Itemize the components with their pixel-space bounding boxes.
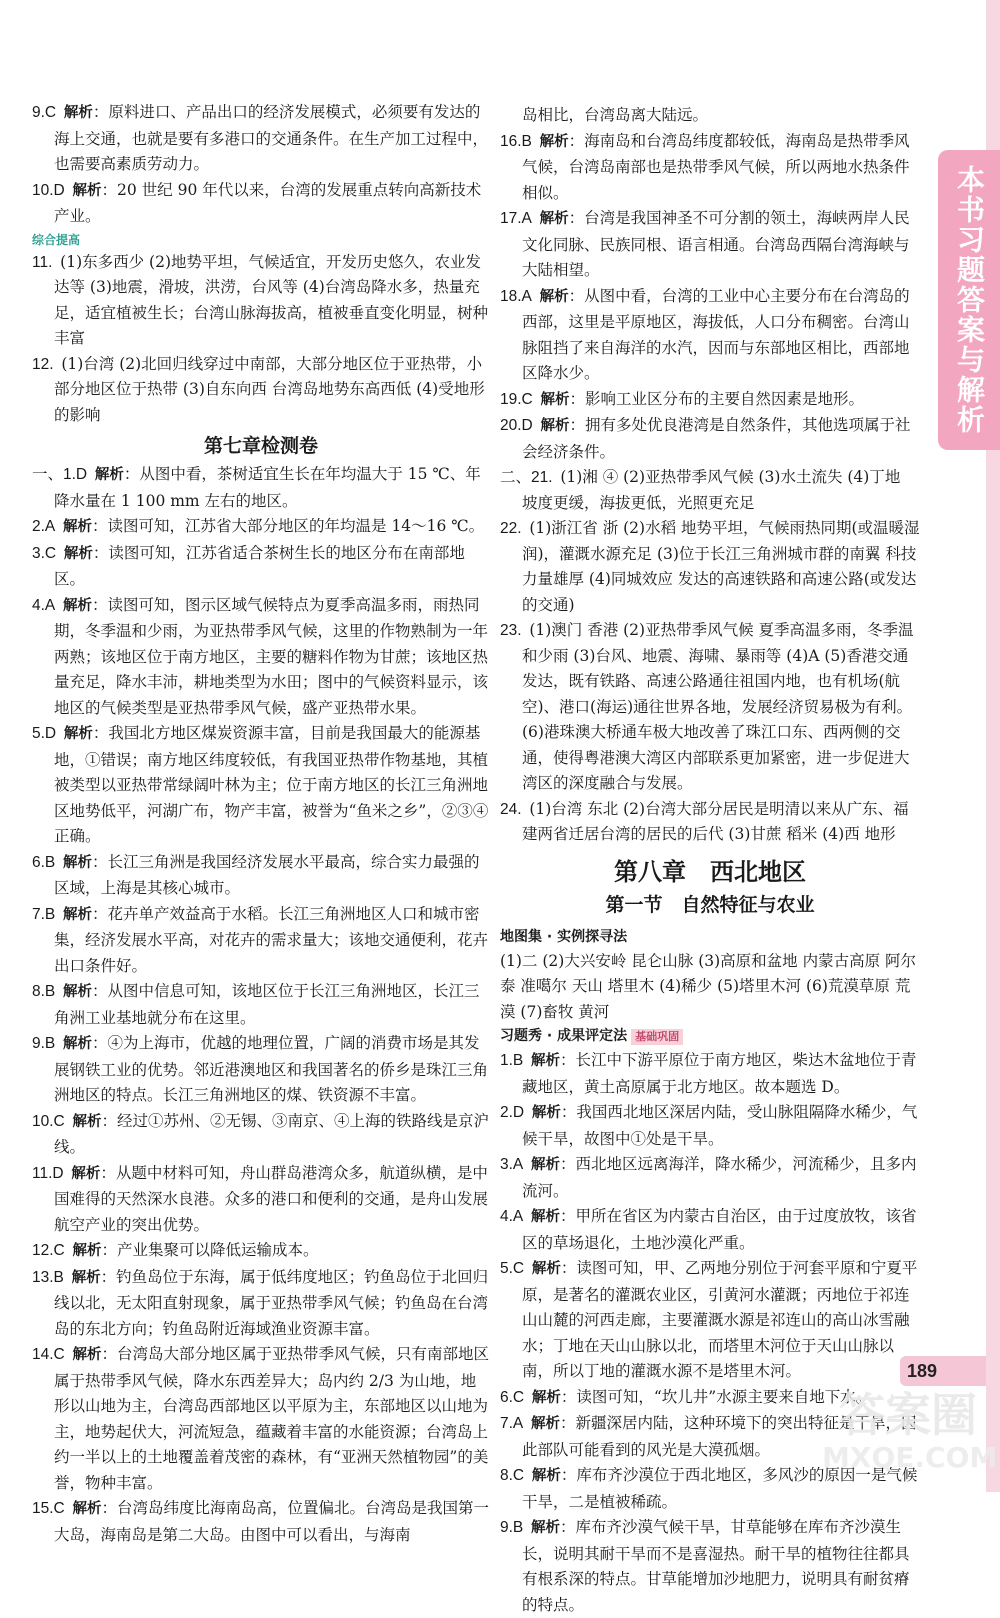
answer-text: ：西北地区远离海洋，降水稀少，河流稀少，且多内流河。 <box>522 1155 917 1200</box>
answer-item <box>500 516 920 618</box>
watermark-url: MXQE.COM <box>822 1441 998 1474</box>
analysis-label: 解析 <box>63 597 93 614</box>
answer-item <box>32 514 490 541</box>
answer-text: ：20 世纪 90 年代以来，台湾的发展重点转向高新技术产业。 <box>54 180 482 225</box>
left-items-b <box>32 250 490 429</box>
answer-text: ：库布齐沙漠位于西北地区，多风沙的原因一是气候干旱，二是植被稀疏。 <box>522 1466 918 1511</box>
answer-text: ：从图中信息可知，该地区位于长江三角洲地区，长江三角洲工业基地就分布在这里。 <box>54 982 480 1027</box>
answer-item <box>32 1238 490 1265</box>
answer-text: ：影响工业区分布的主要自然因素是地形。 <box>569 389 865 408</box>
answer-text: ：读图可知，江苏省适合茶树生长的地区分布在南部地区。 <box>54 543 465 588</box>
answer-text: ：台湾岛大部分地区属于亚热带季风气候，只有南部地区属于热带季风气候，降水东西差异大；岛内约 2/3 为山地，地形以山地为主，台湾岛西部地区以平原为主，东部地区以山地为主，地势起伏大，河流短急，蕴藏着丰富的水能资源；台湾岛上约一半以上的土地覆盖着茂密的森林，有“亚洲天然植物园”的美誉，物种丰富。 <box>54 1345 490 1492</box>
answer-item <box>500 1204 920 1256</box>
analysis-label: 解析 <box>540 391 570 408</box>
answer-number: 5.D <box>32 725 57 742</box>
answer-item <box>32 979 490 1031</box>
answer-item <box>32 850 490 902</box>
analysis-label: 解析 <box>63 545 93 562</box>
answer-text: (1)台湾 (2)北回归线穿过中南部，大部分地区位于亚热带，小部分地区位于热带 (3)自东向西 台湾岛地势东高西低 (4)受地形的影响 <box>54 354 485 424</box>
analysis-label: 解析 <box>63 906 93 923</box>
analysis-label: 解析 <box>531 1209 561 1225</box>
analysis-label: 解析 <box>71 1165 101 1182</box>
answer-text: ：钓鱼岛位于东海，属于低纬度地区；钓鱼岛位于北回归线以北，无太阳直射现象，属于亚热带季风气候；钓鱼岛在台湾岛的东北方向；钓鱼岛附近海域渔业资源丰富。 <box>54 1267 489 1338</box>
side-tab-label: 本书习题答案与解析 <box>953 165 986 435</box>
answer-text: ：台湾岛纬度比海南岛高，位置偏北。台湾岛是我国第一大岛，海南岛是第二大岛。由图中可以看出，与海南 <box>54 1499 490 1544</box>
analysis-label: 解析 <box>540 418 570 434</box>
analysis-label: 解析 <box>531 1389 561 1406</box>
analysis-label: 解析 <box>72 1243 102 1259</box>
answer-number: 22. <box>500 520 522 537</box>
answer-number: 2.A <box>32 518 56 535</box>
analysis-label: 解析 <box>72 1347 102 1363</box>
answer-number: 9.B <box>500 1519 524 1536</box>
answer-text: ：我国北方地区煤炭资源丰富，目前是我国最大的能源基地，①错误；南方地区纬度较低，有我国亚热带作物基地，其植被类型以亚热带常绿阔叶林为主；位于南方地区的长江三角洲地区地势低平，河湖广布，物产丰富，被誉为“鱼米之乡”，②③④正确。 <box>54 724 489 845</box>
analysis-label: 解析 <box>531 1157 561 1173</box>
answer-number: 9.C <box>32 104 57 121</box>
answer-number: 1.B <box>500 1052 524 1069</box>
answer-number: 11.D <box>32 1164 64 1182</box>
answer-number: 12.C <box>32 1242 65 1259</box>
answer-text: ：④为上海市，优越的地理位置，广阔的消费市场是其发展钢铁工业的优势。邻近港澳地区和我国著名的侨乡是珠江三角洲地区的特点。长江三角洲地区的煤、铁资源不丰富。 <box>54 1034 489 1104</box>
analysis-label: 解析 <box>531 1468 561 1484</box>
answer-text: ：经过①苏州、②无锡、③南京、④上海的铁路线是京沪线。 <box>54 1111 490 1156</box>
analysis-label: 解析 <box>531 1261 561 1277</box>
analysis-label: 解析 <box>63 519 93 535</box>
answer-item <box>32 1109 490 1161</box>
analysis-label: 解析 <box>63 726 93 742</box>
exercise-heading <box>500 1025 920 1048</box>
answer-text: ：读图可知，甲、乙两地分别位于河套平原和宁夏平原，是著名的灌溉农业区，引黄河水灌溉；丙地位于祁连山山麓的河西走廊，主要灌溉水源是祁连山的高山冰雪融水；丁地在天山山脉以北，而塔里木河位于天山山脉以南，所以丁地的灌溉水源不是塔里木河。 <box>522 1259 918 1380</box>
answer-text: ：我国西北地区深居内陆，受山脉阻隔降水稀少，气候干旱，故图中①处是干旱。 <box>522 1103 918 1148</box>
left-column <box>32 100 490 1548</box>
answer-number: 4.A <box>32 596 56 614</box>
right-items-c <box>500 1048 920 1618</box>
comprehensive-heading: 综合提高 <box>32 232 81 247</box>
answer-number: 10.C <box>32 1112 65 1130</box>
analysis-label: 解析 <box>539 133 569 150</box>
answer-item <box>500 1152 920 1204</box>
answer-number: 3.C <box>32 544 57 562</box>
answer-item <box>32 1496 490 1548</box>
answer-item <box>32 1265 490 1343</box>
answer-text: ：从题中材料可知，舟山群岛港湾众多，航道纵横，是中国难得的天然深水良港。众多的港口和便利的交通，是舟山发展航空产业的突出优势。 <box>54 1163 489 1234</box>
chapter7-title: 第七章检测卷 <box>203 435 318 457</box>
page-number: 189 <box>906 1361 938 1381</box>
answer-text: (1)台湾 东北 (2)台湾大部分居民是明清以来从广东、福建两省迁居台湾的居民的后代 (3)甘蔗 稻米 (4)西 地形 <box>522 799 909 843</box>
answer-number: 8.C <box>500 1467 525 1484</box>
answer-item <box>32 1161 490 1239</box>
answer-text: ：甲所在省区为内蒙古自治区，由于过度放牧，该省区的草场退化，土地沙漠化严重。 <box>522 1207 917 1252</box>
answer-item <box>500 387 920 414</box>
exercise-tag: 基础巩固 <box>631 1029 683 1045</box>
answer-item <box>500 1256 920 1385</box>
section1-title: 第一节 自然特征与农业 <box>605 893 815 916</box>
answer-item <box>500 1515 920 1618</box>
answer-item <box>32 1031 490 1109</box>
answer-item <box>500 1048 920 1100</box>
exercise-heading-label: 习题秀 · 成果评定法 <box>500 1028 628 1044</box>
answer-text: ：读图可知，图示区域气候特点为夏季高温多雨，雨热同期，冬季温和少雨，为亚热带季风气候，这里的作物熟制为一年两熟；该地区位于南方地区，主要的糖料作物为甘蔗；该地区热量充足，降水丰沛，耕地类型为水田；图中的气候资料显示，该地区的气候类型是亚热带季风气候，盛产亚热带水果。 <box>54 595 489 717</box>
right-items-b <box>500 465 920 848</box>
answer-text: ：从图中看，茶树适宜生长在年均温大于 15 ℃、年降水量在 1 100 mm 左右的地区。 <box>54 465 481 510</box>
analysis-label: 解析 <box>63 854 93 871</box>
answer-number: 7.B <box>32 905 56 923</box>
answer-item <box>500 1100 920 1152</box>
answer-item <box>32 1342 490 1496</box>
answer-text: ：产业集聚可以降低运输成本。 <box>101 1241 319 1259</box>
atlas-text: (1)二 (2)大兴安岭 昆仑山脉 (3)高原和盆地 内蒙古高原 阿尔泰 准噶尔 天山 塔里木 (4)稀少 (5)塔里木河 (6)荒漠草原 荒漠 (7)畜牧 黄河 <box>500 951 917 1021</box>
answer-item <box>500 129 920 207</box>
answer-number: 14.C <box>32 1346 65 1363</box>
answer-text: ：花卉单产效益高于水稻。长江三角洲地区人口和城市密集，经济发展水平高，对花卉的需求量大；该地交通便利，花卉出口条件好。 <box>54 904 489 975</box>
answer-number: 11. <box>32 253 53 271</box>
answer-number: 18.A <box>500 287 532 305</box>
answer-item <box>500 206 920 284</box>
analysis-label: 解析 <box>531 1416 561 1432</box>
answer-item <box>500 413 920 465</box>
answer-number: 6.C <box>500 1388 525 1406</box>
analysis-label: 解析 <box>539 211 569 227</box>
answer-text: ：原料进口、产品出口的经济发展模式，必须要有发达的海上交通，也就是要有多港口的交通条件。在生产加工过程中，也需要高素质劳动力。 <box>54 103 489 173</box>
answer-number: 15.C <box>32 1500 65 1517</box>
answer-item <box>32 541 490 593</box>
answer-number: 17.A <box>500 210 532 227</box>
answer-text: ：读图可知，江苏省大部分地区的年均温是 14～16 ℃。 <box>92 517 485 535</box>
answer-text: ：长江中下游平原位于南方地区，柴达木盆地位于青藏地区，黄土高原属于北方地区。故本题选 D。 <box>522 1051 917 1096</box>
analysis-label: 解析 <box>531 1053 561 1069</box>
side-tab <box>938 150 1000 450</box>
answer-text: ：海南岛和台湾岛纬度都较低，海南岛是热带季风气候，台湾岛南部也是热带季风气候，所以两地水热条件相似。 <box>522 131 910 202</box>
continuation-text: 岛相比，台湾岛离大陆远。 <box>522 106 709 124</box>
answer-item <box>32 462 490 514</box>
answer-text: ：拥有多处优良港湾是自然条件，其他选项属于社会经济条件。 <box>522 416 911 461</box>
answer-item <box>500 618 920 797</box>
analysis-label: 解析 <box>63 105 93 121</box>
answer-number: 2.D <box>500 1104 525 1121</box>
analysis-label: 解析 <box>72 182 102 199</box>
analysis-label: 解析 <box>539 288 569 305</box>
analysis-label: 解析 <box>72 1113 102 1130</box>
answer-number: 23. <box>500 622 522 639</box>
answer-text: ：库布齐沙漠气候干旱，甘草能够在库布齐沙漠生长，说明其耐干旱而不是喜湿热。耐干旱的植物往往都具有根系深的特点。甘草能增加沙地肥力，说明具有耐贫瘠的特点。 <box>522 1518 910 1614</box>
answer-item <box>32 178 490 230</box>
answer-item <box>500 284 920 387</box>
analysis-label: 解析 <box>72 1501 102 1517</box>
answer-item <box>32 721 490 850</box>
chapter8-title: 第八章 西北地区 <box>614 857 806 886</box>
analysis-label: 解析 <box>531 1105 561 1121</box>
answer-item <box>32 100 490 178</box>
answer-number: 6.B <box>32 853 56 871</box>
answer-number: 8.B <box>32 983 56 1000</box>
answer-item <box>500 797 920 848</box>
analysis-label: 解析 <box>63 984 93 1000</box>
answer-text: (1)东多西少 (2)地势平坦，气候适宜，开发历史悠久，农业发达等 (3)地震，滑坡，洪涝，台风等 (4)台湾岛降水多，热量充足，适宜植被生长；台湾山脉海拔高，植被垂直变化明显，树种丰富 <box>54 252 489 347</box>
answer-item <box>32 352 490 429</box>
left-items-a <box>32 100 490 230</box>
answer-number: 24. <box>500 800 522 818</box>
watermark-logo <box>822 1388 998 1486</box>
answer-number: 一、1.D <box>32 466 88 483</box>
answer-text: ：从图中看，台湾的工业中心主要分布在台湾岛的西部，这里是平原地区，海拔低，人口分布稠密。台湾山脉阻挡了来自海洋的水汽，因而与东部地区相比，西部地区降水少。 <box>522 286 910 382</box>
answer-number: 二、21. <box>500 469 553 486</box>
answer-text: (1)湘 ④ (2)亚热带季风气候 (3)水土流失 (4)丁地 坡度更缓，海拔更低，光照更充足 <box>522 468 901 512</box>
analysis-label: 解析 <box>71 1269 101 1286</box>
answer-number: 13.B <box>32 1268 64 1286</box>
atlas-heading: 地图集 · 实例探寻法 <box>500 928 628 945</box>
answer-text: ：台湾是我国神圣不可分割的领土，海峡两岸人民文化同脉、民族同根、语言相通。台湾岛西隔台湾海峡与大陆相望。 <box>522 209 910 279</box>
answer-number: 16.B <box>500 132 532 150</box>
answer-number: 19.C <box>500 390 533 408</box>
analysis-label: 解析 <box>531 1520 561 1536</box>
answer-text: (1)浙江省 浙 (2)水稻 地势平坦，气候雨热同期(或温暖湿润)，灌溉水源充足 (3)位于长江三角洲城市群的南翼 科技力量雄厚 (4)同城效应 发达的高速铁路和高速公路(或发达的交通) <box>522 519 920 614</box>
watermark-main: 答案圈 <box>839 1388 977 1442</box>
answer-number: 9.B <box>32 1035 56 1052</box>
answer-text: ：新疆深居内陆，这种环境下的突出特征是干旱，因此部队可能看到的风光是大漠孤烟。 <box>522 1414 917 1459</box>
answer-number: 5.C <box>500 1260 525 1277</box>
answer-text: ：读图可知，“坎儿井”水源主要来自地下水。 <box>560 1387 872 1406</box>
answer-number: 10.D <box>32 181 65 199</box>
right-items-a <box>500 129 920 466</box>
answer-number: 7.A <box>500 1415 524 1432</box>
answer-text: (1)澳门 香港 (2)亚热带季风气候 夏季高温多雨，冬季温和少雨 (3)台风、地震、海啸、暴雨等 (4)A (5)香港交通发达，既有铁路、高速公路通往祖国内地，也有机场(航空)、港口(海运)通往世界各地，发展经济贸易极为有利。 (6)港珠澳大桥通车极大地改善了珠江口东、西两侧的交通，使得粤港澳大湾区内部联系更加紧密，进一步促进大湾区的深度融合与发展。 <box>522 621 914 792</box>
answer-number: 4.A <box>500 1208 524 1225</box>
left-items-c <box>32 462 490 1548</box>
answer-number: 20.D <box>500 417 533 434</box>
answer-item <box>32 250 490 352</box>
analysis-label: 解析 <box>94 467 124 483</box>
answer-item <box>32 593 490 722</box>
answer-number: 12. <box>32 355 54 373</box>
answer-text: ：长江三角洲是我国经济发展水平最高，综合实力最强的区域，上海是其核心城市。 <box>54 852 480 897</box>
answer-item <box>32 902 490 980</box>
answer-item <box>500 465 920 516</box>
analysis-label: 解析 <box>63 1036 93 1052</box>
answer-number: 3.A <box>500 1156 524 1173</box>
